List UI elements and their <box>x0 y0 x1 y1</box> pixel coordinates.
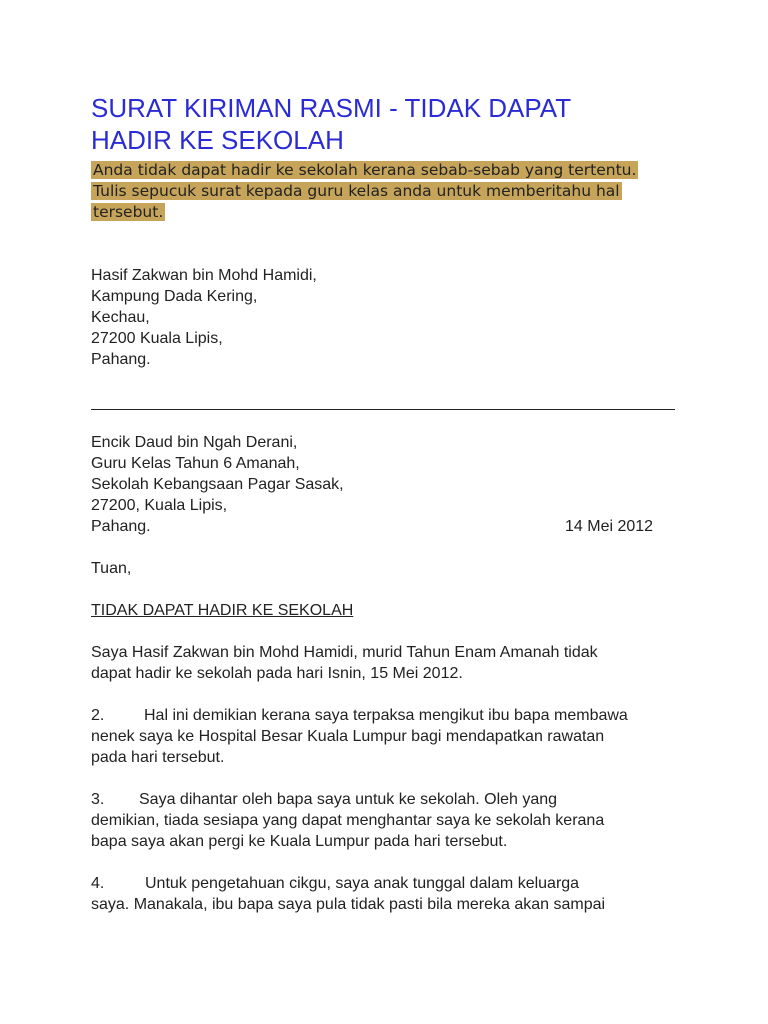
recipient-line: Sekolah Kebangsaan Pagar Sasak, <box>91 476 344 493</box>
paragraph-2 <box>91 705 691 768</box>
paragraph-line: saya. Manakala, ibu bapa saya pula tidak pasti bila mereka akan sampai <box>91 896 606 913</box>
sender-address <box>91 265 317 370</box>
paragraph-line <box>91 705 691 726</box>
paragraph-1 <box>91 642 691 684</box>
title-line-2: HADIR KE SEKOLAH <box>91 125 344 155</box>
paragraph-3 <box>91 789 691 852</box>
recipient-line: Encik Daud bin Ngah Derani, <box>91 434 298 451</box>
recipient-line: 27200, Kuala Lipis, <box>91 497 228 514</box>
sender-line: Kampung Dada Kering, <box>91 288 258 305</box>
paragraph-line <box>91 789 691 810</box>
paragraph-text: Saya dihantar oleh bapa saya untuk ke sekolah. Oleh yang <box>139 791 558 808</box>
sender-line: Pahang. <box>91 351 151 368</box>
paragraph-line: Saya Hasif Zakwan bin Mohd Hamidi, murid Tahun Enam Amanah tidak <box>91 644 598 661</box>
sender-line: 27200 Kuala Lipis, <box>91 330 223 347</box>
letter-subject: TIDAK DAPAT HADIR KE SEKOLAH <box>91 602 354 619</box>
sender-line: Kechau, <box>91 309 150 326</box>
paragraph-number: 4. <box>91 875 105 892</box>
paragraph-text: Untuk pengetahuan cikgu, saya anak tunggal dalam keluarga <box>145 875 580 892</box>
paragraph-number: 3. <box>91 791 105 808</box>
paragraph-line: nenek saya ke Hospital Besar Kuala Lumpur bagi mendapatkan rawatan <box>91 728 605 745</box>
salutation: Tuan, <box>91 560 132 577</box>
recipient-line: Pahang. <box>91 518 151 535</box>
paragraph-number: 2. <box>91 707 105 724</box>
paragraph-line <box>91 873 691 894</box>
recipient-line: Guru Kelas Tahun 6 Amanah, <box>91 455 300 472</box>
recipient-address <box>91 432 344 537</box>
paragraph-line: demikian, tiada sesiapa yang dapat menghantar saya ke sekolah kerana <box>91 812 605 829</box>
task-instruction <box>91 160 651 223</box>
divider-line <box>91 409 675 410</box>
paragraph-line: dapat hadir ke sekolah pada hari Isnin, 15 Mei 2012. <box>91 665 463 682</box>
paragraph-4 <box>91 873 691 915</box>
sender-line: Hasif Zakwan bin Mohd Hamidi, <box>91 267 317 284</box>
title-line-1: SURAT KIRIMAN RASMI - TIDAK DAPAT <box>91 93 572 123</box>
highlighted-instruction-text: Anda tidak dapat hadir ke sekolah kerana sebab-sebab yang tertentu. Tulis sepucuk surat kepada guru kelas anda untuk memberitahu hal tersebut. <box>93 161 637 221</box>
letter-date: 14 Mei 2012 <box>565 518 654 535</box>
paragraph-line: bapa saya akan pergi ke Kuala Lumpur pada hari tersebut. <box>91 833 508 850</box>
document-title <box>91 92 651 156</box>
paragraph-line: pada hari tersebut. <box>91 749 225 766</box>
paragraph-text: Hal ini demikian kerana saya terpaksa mengikut ibu bapa membawa <box>144 707 628 724</box>
